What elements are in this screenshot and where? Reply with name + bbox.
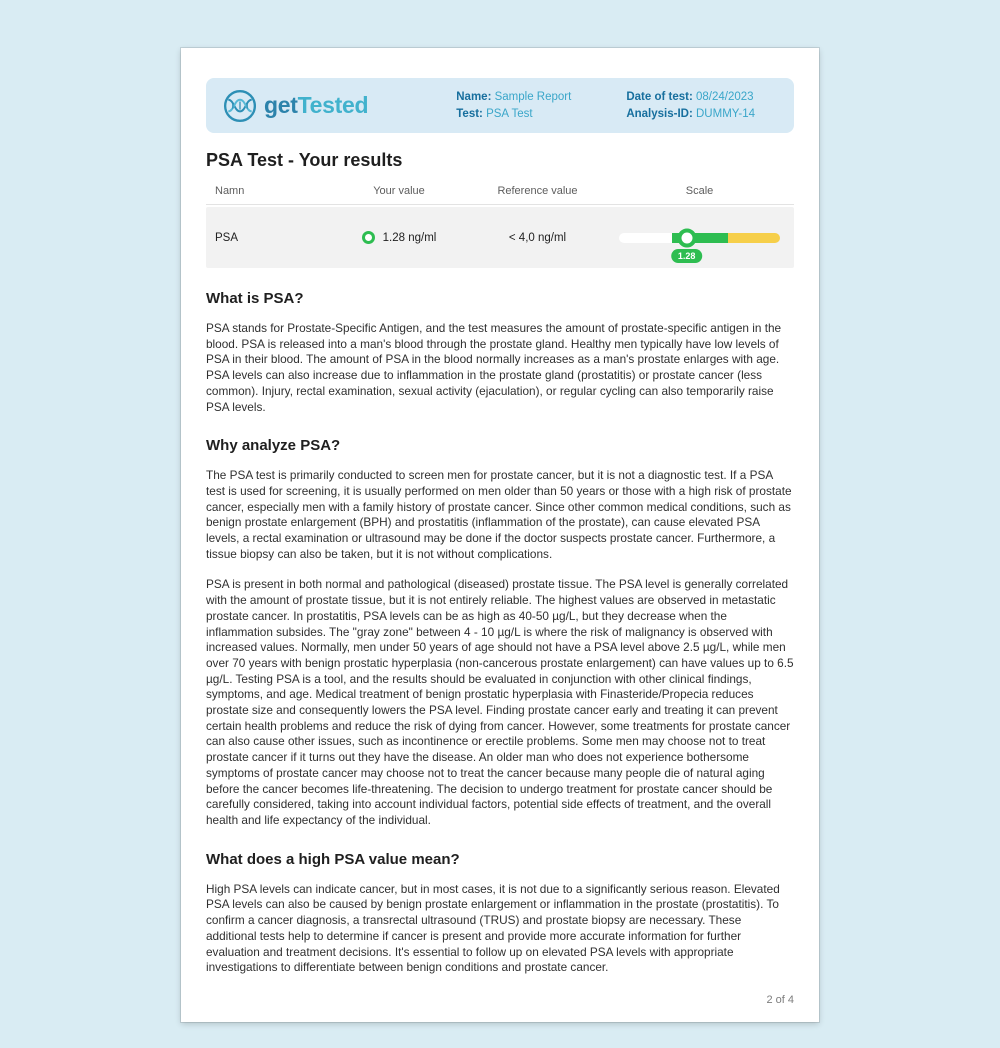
- column-header-reference-value: Reference value: [497, 185, 578, 197]
- dna-logo-icon: [222, 88, 258, 124]
- report-page: [181, 48, 819, 1022]
- page-indicator: 2 of 4: [766, 993, 794, 1006]
- section-paragraph: The PSA test is primarily conducted to screen men for prostate cancer, but it is not a diagnostic test. If a PSA test is used for screening, it is usually performed on men older than 50 years or those with a high risk of prostate cancer, especially men with a family history of prostate cancer. Since other common medical conditions, such as benign prostate enlargement (BPH) and prostatitis (inflammation of the prostate), can cause elevated PSA levels, a rectal examination or ultrasound may be done if the doctor suspects prostate cancer. Furthermore, a tissue biopsy can also be taken, but it is not without complications.: [206, 468, 792, 561]
- status-ok-icon: [362, 231, 375, 244]
- meta-analysis-id: Analysis-ID: DUMMY-14: [626, 108, 756, 120]
- section-what-is-psa: [206, 290, 794, 415]
- gettested-logo: [222, 88, 368, 124]
- results-table-header: [206, 185, 794, 205]
- logo-wordmark: getTested: [264, 92, 369, 118]
- column-header-your-value: Your value: [373, 185, 425, 197]
- section-paragraph: High PSA levels can indicate cancer, but in most cases, it is not due to a significantly serious reason. Elevated PSA levels can also be caused by benign prostate enlargement or inflammation in the prostate (prostatitis). To confirm a cancer diagnosis, a transrectal ultrasound (TRUS) and prostate biopsy are necessary. These additional tests help to determine if cancer is present and provide more accurate information for further evaluation and treatment decisions. It's essential to follow up on elevated PSA levels with appropriate investigations to differentiate between benign conditions and prostate cancer.: [206, 881, 780, 975]
- marker-value: 1.28 ng/ml: [382, 231, 437, 244]
- section-heading: What does a high PSA value mean?: [206, 850, 460, 868]
- section-why-analyze-psa: [206, 437, 794, 828]
- section-high-psa-value: [206, 851, 794, 976]
- report-header: [206, 78, 794, 133]
- column-header-scale: Scale: [685, 185, 714, 197]
- section-paragraph: PSA is present in both normal and pathological (diseased) prostate tissue. The PSA level is generally correlated with the amount of prostate tissue, but it is not entirely reliable. The highest values are observed in metastatic prostate cancer. In prostatitis, PSA levels can be as high as 40-50 µg/L, but they decrease when the inflammation subsides. The "gray zone" between 4 - 10 µg/L is where the risk of malignancy is observed with increased values. Normally, men under 50 years of age should not have a PSA level above 2.5 µg/L, while men over 70 years with benign prostatic hyperplasia (non-cancerous prostate enlargement) can have values up to 6.5 µg/L. Testing PSA is a tool, and the results should be evaluated in conjunction with other clinical findings, symptoms, and age. Medical treatment of benign prostatic hyperplasia with Finasteride/Propecia reduces prostate size and consequently lowers the PSA level. Finding prostate cancer early and treating it can prevent certain health problems and reduce the risk of dying from cancer. However, some treatments for prostate cancer can also cause other issues, such as incontinence or erectile problems. Some men may choose not to treat prostate cancer if it turns out they have the disease. An older man who does not experience bothersome symptoms of prostate cancer may choose not to treat the cancer because many people die of natural aging before the cancer becomes life-threatening. The decision to undergo treatment for prostate cancer should be carefully considered, taking into account individual factors, potential side effects of treatment, and the overall health and life expectancy of the individual.: [206, 577, 794, 827]
- column-header-name: Namn: [215, 185, 245, 197]
- page-title: PSA Test - Your results: [206, 150, 403, 170]
- reference-value: < 4,0 ng/ml: [508, 231, 567, 244]
- results-table: [206, 185, 794, 268]
- scale-marker-icon: [677, 228, 696, 247]
- meta-test: Test: PSA Test: [456, 108, 533, 120]
- marker-name: PSA: [215, 231, 239, 244]
- section-heading: Why analyze PSA?: [206, 437, 341, 455]
- scale-segment-below-range: [619, 233, 672, 243]
- section-paragraph: PSA stands for Prostate-Specific Antigen, and the test measures the amount of prostate-specific antigen in the blood. PSA is released into a man's blood through the prostate gland. Healthy men typically have low levels of PSA in their blood. The amount of PSA in the blood normally increases as a man's prostate enlarges with age. PSA levels can also increase due to inflammation in the prostate gland (prostatitis) or prostate cancer (less common). Injury, rectal examination, sexual activity (ejaculation), or regular cycling can also temporarily raise PSA levels.: [206, 321, 782, 414]
- marker-value-cell: [328, 231, 470, 244]
- report-meta: [456, 90, 778, 121]
- scale-cell: [605, 233, 794, 261]
- section-heading: What is PSA?: [206, 290, 304, 307]
- table-row: [206, 207, 794, 268]
- scale-marker-badge: 1.28: [671, 249, 703, 263]
- scale-segment-elevated-range: [728, 233, 780, 243]
- meta-date-of-test: Date of test: 08/24/2023: [626, 91, 754, 103]
- scale-bar: [619, 233, 780, 243]
- meta-name: Name: Sample Report: [456, 91, 572, 103]
